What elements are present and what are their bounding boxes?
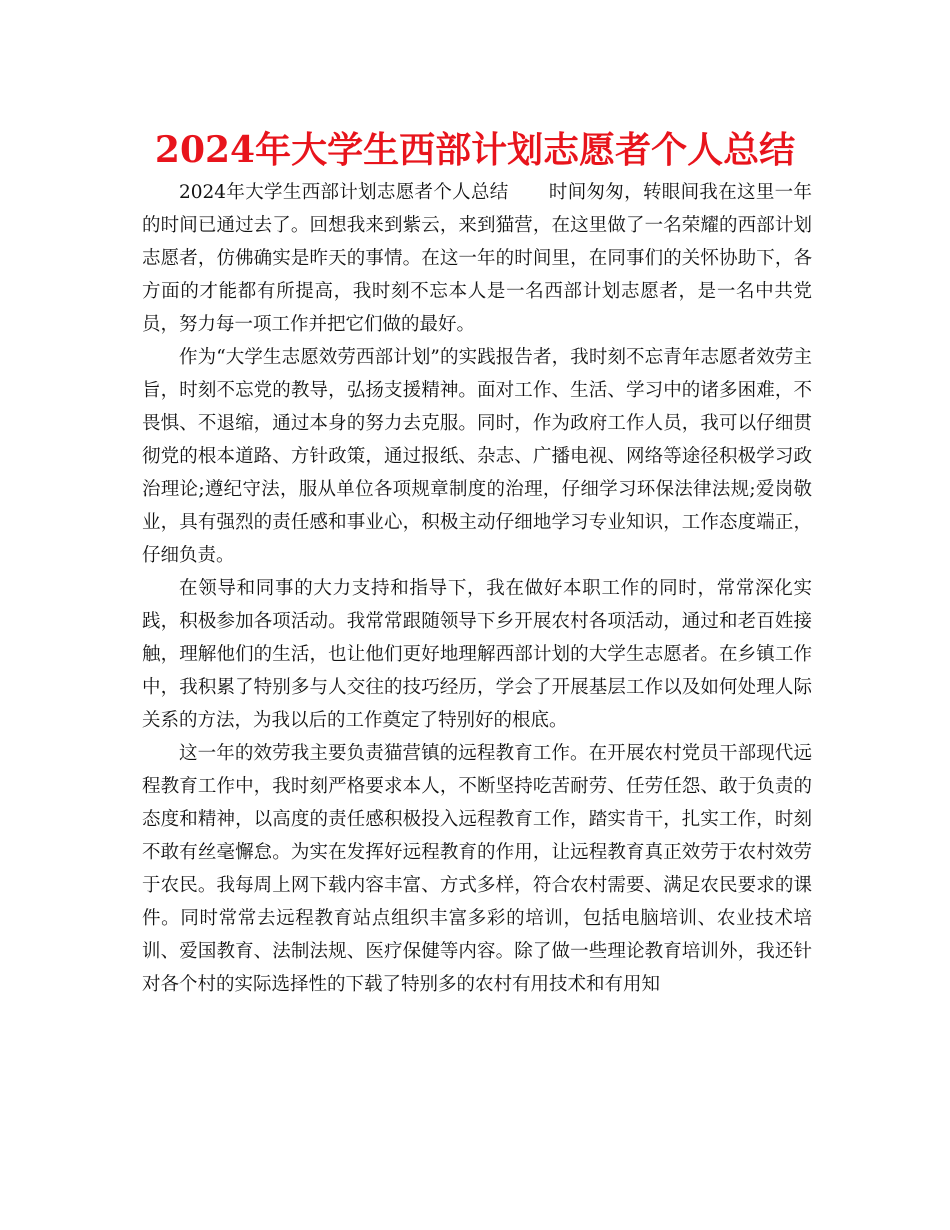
- paragraph-1-text: 时间匆匆，转眼间我在这里一年的时间已通过去了。回想我来到紫云，来到猫营，在这里做了一名荣耀的西部计划志愿者，仿佛确实是昨天的事情。在这一年的时间里，在同事们的关怀协助下，各方面的才能都有所提高，我时刻不忘本人是一名西部计划志愿者，是一名中共党员，努力每一项工作并把它们做的最好。: [142, 182, 812, 335]
- paragraph-1: [142, 176, 812, 341]
- paragraph-3: 在领导和同事的大力支持和指导下，我在做好本职工作的同时，常常深化实践，积极参加各项活动。我常常跟随领导下乡开展农村各项活动，通过和老百姓接触，理解他们的生活，也让他们更好地理解西部计划的大学生志愿者。在乡镇工作中，我积累了特别多与人交往的技巧经历，学会了开展基层工作以及如何处理人际关系的方法，为我以后的工作奠定了特别好的根底。: [142, 578, 812, 731]
- paragraph-4: 这一年的效劳我主要负责猫营镇的远程教育工作。在开展农村党员干部现代远程教育工作中，我时刻严格要求本人，不断坚持吃苦耐劳、任劳任怨、敢于负责的态度和精神，以高度的责任感积极投入远程教育工作，踏实肯干，扎实工作，时刻不敢有丝毫懈怠。为实在发挥好远程教育的作用，让远程教育真正效劳于农村效劳于农民。我每周上网下载内容丰富、方式多样，符合农村需要、满足农民要求的课件。同时常常去远程教育站点组织丰富多彩的培训，包括电脑培训、农业技术培训、爱国教育、法制法规、医疗保健等内容。除了做一些理论教育培训外，我还针对各个村的实际选择性的下载了特别多的农村有用技术和有用知: [142, 743, 812, 995]
- intro-heading: 2024年大学生西部计划志愿者个人总结: [179, 182, 509, 203]
- document-title: 2024年大学生西部计划志愿者个人总结: [154, 129, 796, 171]
- document-body: [142, 176, 812, 1001]
- paragraph-2: 作为“大学生志愿效劳西部计划”的实践报告者，我时刻不忘青年志愿者效劳主旨，时刻不忘党的教导，弘扬支援精神。面对工作、生活、学习中的诸多困难，不畏惧、不退缩，通过本身的努力去克服。同时，作为政府工作人员，我可以仔细贯彻党的根本道路、方针政策，通过报纸、杂志、广播电视、网络等途径积极学习政治理论;遵纪守法，服从单位各项规章制度的治理，仔细学习环保法律法规;爱岗敬业，具有强烈的责任感和事业心，积极主动仔细地学习专业知识，工作态度端正，仔细负责。: [142, 347, 812, 566]
